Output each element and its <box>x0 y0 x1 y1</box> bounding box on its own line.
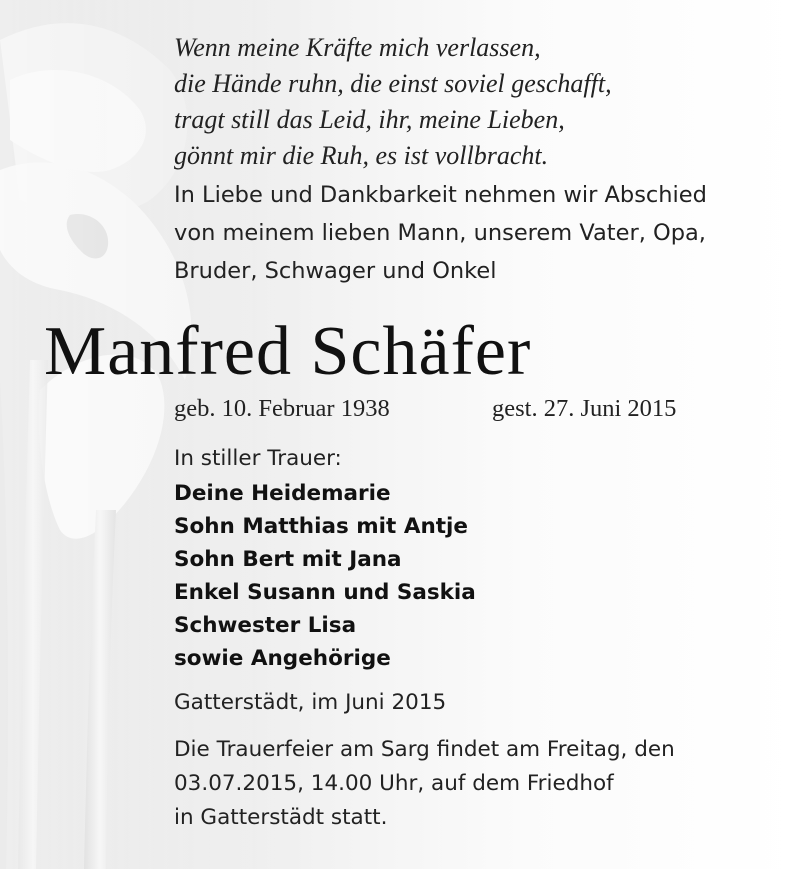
funeral-line: 03.07.2015, 14.00 Uhr, auf dem Friedhof <box>174 771 614 796</box>
mourner-item: sowie Angehörige <box>174 646 391 671</box>
deceased-name: Manfred Schäfer <box>44 313 532 390</box>
farewell-text <box>174 176 707 290</box>
place-date: Gatterstädt, im Juni 2015 <box>174 690 447 715</box>
mourners-list <box>174 477 476 675</box>
birth-date: geb. 10. Februar 1938 <box>174 395 390 422</box>
mourner-item: Deine Heidemarie <box>174 481 391 506</box>
poem-line: Wenn meine Kräfte mich verlassen, <box>174 33 541 62</box>
farewell-line: von meinem lieben Mann, unserem Vater, Opa, <box>174 220 706 246</box>
funeral-line: Die Trauerfeier am Sarg findet am Freitag, den <box>174 737 675 762</box>
mourner-item: Sohn Bert mit Jana <box>174 547 402 572</box>
funeral-info <box>174 733 675 835</box>
farewell-line: In Liebe und Dankbarkeit nehmen wir Abschied <box>174 182 707 208</box>
poem-line: die Hände ruhn, die einst soviel geschafft, <box>174 69 612 98</box>
mourner-item: Schwester Lisa <box>174 613 357 638</box>
mourning-intro: In stiller Trauer: <box>174 446 342 471</box>
poem-line: gönnt mir die Ruh, es ist vollbracht. <box>174 141 549 170</box>
mourner-item: Sohn Matthias mit Antje <box>174 514 468 539</box>
farewell-line: Bruder, Schwager und Onkel <box>174 258 497 284</box>
mourner-item: Enkel Susann und Saskia <box>174 580 476 605</box>
poem-verse <box>174 30 612 174</box>
funeral-line: in Gatterstädt statt. <box>174 805 388 830</box>
death-date: gest. 27. Juni 2015 <box>492 395 677 422</box>
poem-line: tragt still das Leid, ihr, meine Lieben, <box>174 105 565 134</box>
